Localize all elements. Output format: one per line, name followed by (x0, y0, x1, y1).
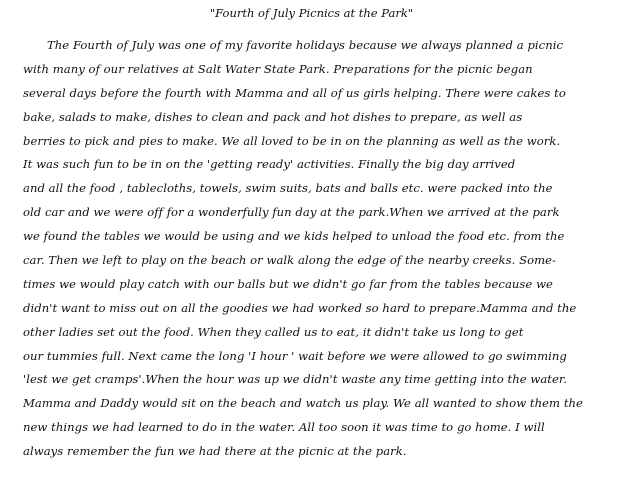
text-line: didn't want to miss out on all the goodies we had worked so hard to prepare.Mamma and the (23, 300, 577, 315)
text-line: several days before the fourth with Mamma and all of us girls helping. There were cakes to (23, 85, 566, 100)
text-line: and all the food , tablecloths, towels, swim suits, bats and balls etc. were packed into the (23, 181, 553, 196)
text-line: with many of our relatives at Salt Water State Park. Preparations for the picnic began (23, 61, 533, 76)
text-line: new things we had learned to do in the water. All too soon it was time to go home. I will (23, 420, 545, 435)
text-line: Mamma and Daddy would sit on the beach and watch us play. We all wanted to show them the (23, 396, 583, 411)
document-body (0, 34, 623, 464)
text-line: our tummies full. Next came the long 'I hour ' wait before we were allowed to go swimming (23, 348, 567, 363)
text-line: bake, salads to make, dishes to clean and pack and hot dishes to prepare, as well as (23, 109, 523, 124)
text-line: 'lest we get cramps'.When the hour was up we didn't waste any time getting into the water. (23, 372, 567, 387)
text-line: The Fourth of July was one of my favorite holidays because we always planned a picnic (47, 38, 564, 52)
text-line: It was such fun to be in on the 'getting ready' activities. Finally the big day arrived (23, 157, 516, 172)
text-line: we found the tables we would be using and we kids helped to unload the food etc. from the (23, 229, 565, 244)
text-line: old car and we were off for a wonderfully fun day at the park.When we arrived at the park (23, 205, 560, 220)
text-line: other ladies set out the food. When they called us to eat, it didn't take us long to get (23, 324, 524, 339)
text-line: always remember the fun we had there at the picnic at the park. (23, 444, 407, 459)
text-line: times we would play catch with our balls but we didn't go far from the tables because we (23, 276, 553, 291)
document-title: "Fourth of July Picnics at the Park" (209, 6, 414, 20)
text-line: berries to pick and pies to make. We all loved to be in on the planning as well as the work. (23, 133, 561, 148)
text-line: car. Then we left to play on the beach or walk along the edge of the nearby creeks. Some- (23, 253, 557, 268)
